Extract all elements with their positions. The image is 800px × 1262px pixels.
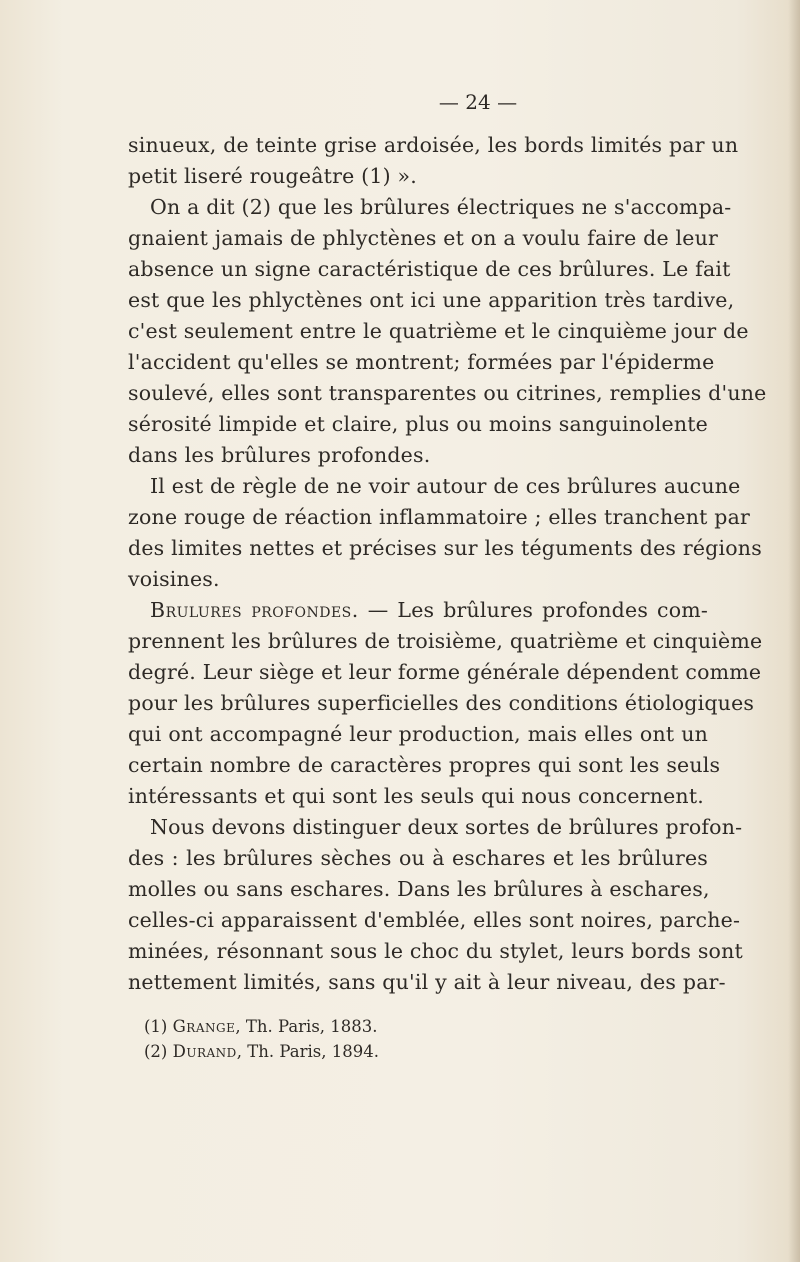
footnote-citation: , Th. Paris, 1883. — [235, 1017, 378, 1036]
body-line: intéressants et qui sont les seuls qui nous concernent. — [128, 784, 704, 808]
footnote-number: (1) — [144, 1017, 168, 1036]
body-line: voisines. — [128, 567, 220, 591]
body-line: nettement limités, sans qu'il y ait à leur niveau, des par- — [128, 970, 726, 994]
body-line: qui ont accompagné leur production, mais elles ont un — [128, 722, 708, 746]
body-line: degré. Leur siège et leur forme générale dépendent comme — [128, 660, 762, 684]
body-line: l'accident qu'elles se montrent; formées par l'épiderme — [128, 350, 715, 374]
footnote-citation: , Th. Paris, 1894. — [236, 1042, 379, 1061]
section-heading: Brulures profondes. — [150, 598, 359, 622]
body-line: celles-ci apparaissent d'emblée, elles sont noires, parche- — [128, 908, 741, 932]
footnote-number: (2) — [144, 1042, 168, 1061]
body-line: pour les brûlures superficielles des conditions étiologiques — [128, 691, 755, 715]
body-line: des limites nettes et précises sur les téguments des régions — [128, 536, 762, 560]
body-line: absence un signe caractéristique de ces brûlures. Le fait — [128, 257, 731, 281]
body-line: soulevé, elles sont transparentes ou citrines, remplies d'une — [128, 381, 767, 405]
body-line: est que les phlyctènes ont ici une apparition très tardive, — [128, 288, 735, 312]
footnote-1 — [144, 1015, 378, 1039]
body-line: minées, résonnant sous le choc du stylet, leurs bords sont — [128, 939, 743, 963]
body-line: On a dit (2) que les brûlures électriques ne s'accompa- — [150, 195, 732, 219]
body-line: sinueux, de teinte grise ardoisée, les bords limités par un — [128, 133, 739, 157]
footnote-2 — [144, 1040, 379, 1064]
section-first-line-rest: — Les brûlures profondes com- — [358, 598, 708, 622]
body-line: petit liseré rougeâtre (1) ». — [128, 164, 417, 188]
body-line: molles ou sans eschares. Dans les brûlures à eschares, — [128, 877, 710, 901]
body-line: prennent les brûlures de troisième, quatrième et cinquième — [128, 629, 763, 653]
body-line: sérosité limpide et claire, plus ou moins sanguinolente — [128, 412, 708, 436]
body-line: c'est seulement entre le quatrième et le cinquième jour de — [128, 319, 749, 343]
body-line: Nous devons distinguer deux sortes de brûlures profon- — [150, 815, 743, 839]
section-first-line — [150, 595, 708, 625]
body-line: certain nombre de caractères propres qui sont les seuls — [128, 753, 721, 777]
page-number: — 24 — — [438, 90, 518, 114]
body-line: Il est de règle de ne voir autour de ces brûlures aucune — [150, 474, 741, 498]
footnote-author: Grange — [172, 1017, 236, 1036]
footnote-author: Durand — [172, 1042, 237, 1061]
body-line: dans les brûlures profondes. — [128, 443, 431, 467]
page-edge-shadow — [788, 0, 800, 1262]
body-line: des : les brûlures sèches ou à eschares et les brûlures — [128, 846, 708, 870]
body-line: gnaient jamais de phlyctènes et on a voulu faire de leur — [128, 226, 719, 250]
body-line: zone rouge de réaction inflammatoire ; elles tranchent par — [128, 505, 750, 529]
